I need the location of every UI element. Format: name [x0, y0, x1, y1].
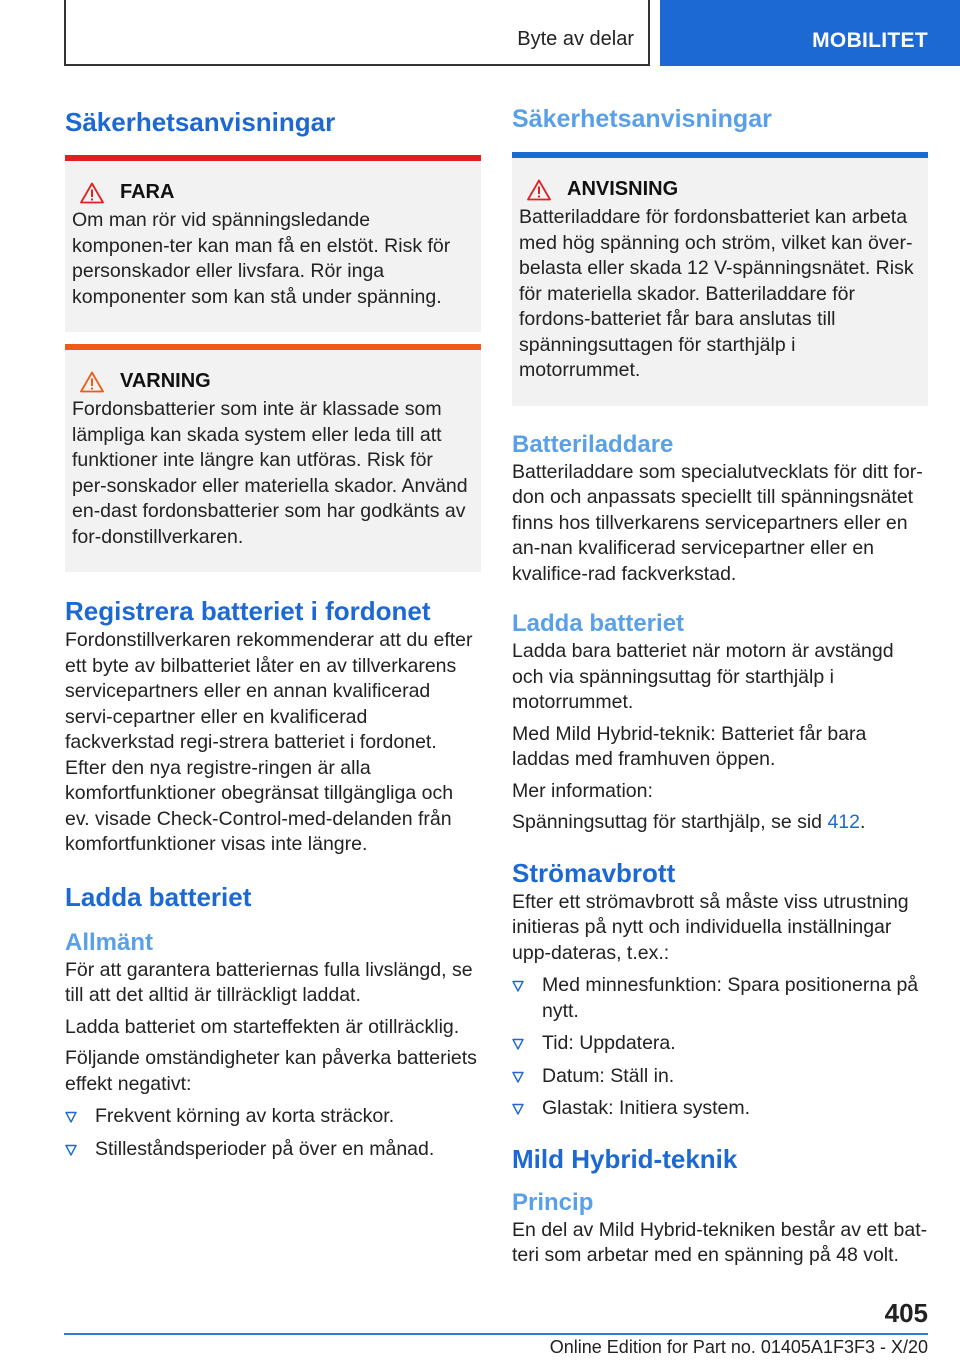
general-text-2: Ladda batteriet om starteffekten är otillräcklig.	[65, 1015, 460, 1038]
section-title-safety-right: Säkerhetsanvisningar	[512, 105, 772, 133]
warning-triangle-icon	[527, 179, 551, 201]
general-text-1: För att garantera batteriernas fulla livslängd, se till att det alltid är tillräckligt laddat.	[65, 958, 473, 1006]
general-text-3: Följande omständigheter kan påverka batteriets effekt negativt:	[65, 1047, 477, 1095]
bullet-triangle-icon	[512, 1103, 524, 1115]
footer-divider	[64, 1333, 928, 1335]
danger-box	[65, 155, 481, 332]
reset-list	[512, 973, 928, 1122]
list-item: Glastak: Initiera system.	[512, 1096, 928, 1122]
list-item: Datum: Ställ in.	[512, 1064, 928, 1090]
charger-text: Batteriladdare som specialutvecklats för ditt for-don och anpassats speciellt till spänningsnätet finns hos tillverkarens servicepartners eller en an-nan kvalificerad servicepartner eller en kvalifice-rad fackverkstad.	[512, 460, 923, 585]
section-title-register: Registrera batteriet i fordonet	[65, 596, 431, 626]
warning-label: VARNING	[120, 370, 211, 392]
subsection-title-charge: Ladda batteriet	[512, 610, 685, 637]
list-item: Stilleståndsperioder på över en månad.	[65, 1137, 481, 1163]
charge-text-2: Med Mild Hybrid-teknik: Batteriet får bara laddas med framhuven öppen.	[512, 722, 867, 770]
principle-text: En del av Mild Hybrid-tekniken består av ett bat-teri som arbetar med en spänning på 48 volt.	[512, 1218, 928, 1266]
power-outage-text: Efter ett strömavbrott så måste viss utrustning initieras på nytt och individuella inställningar upp-dateras, t.ex.:	[512, 890, 909, 964]
charge-reference: Spänningsuttag för starthjälp, se sid 412.	[512, 811, 866, 833]
danger-text: Om man rör vid spänningsledande komponen-ter kan man få en elstöt. Risk för personskador eller livsfara. Rör inga komponenter som kan stå under spänning.	[72, 209, 451, 308]
bullet-triangle-icon	[65, 1144, 77, 1156]
notice-header	[519, 178, 920, 201]
notice-label: ANVISNING	[567, 178, 679, 200]
list-item: Med minnesfunktion: Spara positionerna på nytt.	[512, 973, 928, 1024]
section-title-power-outage: Strömavbrott	[512, 857, 676, 888]
bullet-triangle-icon	[512, 980, 524, 992]
charge-text-1: Ladda bara batteriet när motorn är avstängd och via spänningsuttag för starthjälp i motorrummet.	[512, 640, 894, 713]
page-reference-link[interactable]: 412	[827, 811, 860, 833]
warning-header	[72, 370, 473, 393]
bullet-triangle-icon	[65, 1111, 77, 1123]
right-column	[512, 100, 928, 1269]
bullet-triangle-icon	[512, 1038, 524, 1050]
subsection-title-principle: Princip	[512, 1188, 594, 1216]
list-item: Frekvent körning av korta sträckor.	[65, 1104, 481, 1130]
chapter-tab	[64, 0, 650, 66]
subsection-title-charger: Batteriladdare	[512, 430, 674, 458]
footer-edition: Online Edition for Part no. 01405A1F3F3 - X/20	[549, 1337, 928, 1357]
warning-triangle-icon	[80, 371, 104, 393]
section-title-mild-hybrid: Mild Hybrid-teknik	[512, 1143, 738, 1174]
section-tab-label: MOBILITET	[812, 29, 928, 52]
section-title-charge: Ladda batteriet	[65, 881, 252, 912]
chapter-title: Byte av delar	[517, 28, 634, 50]
bullet-triangle-icon	[512, 1071, 524, 1083]
warning-triangle-icon	[80, 182, 104, 204]
danger-header	[72, 181, 473, 204]
notice-box	[512, 152, 928, 406]
factor-list	[65, 1104, 481, 1162]
register-text: Fordonstillverkaren rekommenderar att du efter ett byte av bilbatteriet låter en av tillverkarens servicepartners eller en annan kvalificerad servi-cepartner eller en kvalificerad fackverkstad regi-strera batteriet i fordonet. Efter den nya registre-ringen är alla komfortfunktioner obegränsat tillgängliga och ev. visade Check-Control-med-delanden från komfortfunktioner visas inte längre.	[65, 629, 473, 855]
left-column	[65, 100, 481, 1162]
page-number: 405	[884, 1298, 928, 1328]
section-tab[interactable]	[660, 0, 960, 66]
danger-label: FARA	[120, 181, 175, 203]
charge-text-3: Mer information:	[512, 779, 653, 802]
warning-text: Fordonsbatterier som inte är klassade som lämpliga kan skada system eller leda till att funktioner inte längre kan utföras. Risk för per-sonskador eller materiella skador. Använd en-dast fordonsbatterier som har godkänts av for-donstillverkaren.	[72, 398, 468, 548]
notice-text: Batteriladdare för fordonsbatteriet kan arbeta med hög spänning och ström, vilket kan över-belasta eller skada 12 V-spänningsnätet. Risk för materiella skador. Batteriladdare för fordons-batteriet får bara anslutas till spänningsuttagen för starthjälp i motorrummet.	[519, 206, 914, 381]
page-header	[0, 0, 960, 66]
section-title-safety: Säkerhetsanvisningar	[65, 107, 336, 137]
list-item: Tid: Uppdatera.	[512, 1031, 928, 1057]
subsection-title-general: Allmänt	[65, 928, 154, 956]
warning-box	[65, 344, 481, 572]
